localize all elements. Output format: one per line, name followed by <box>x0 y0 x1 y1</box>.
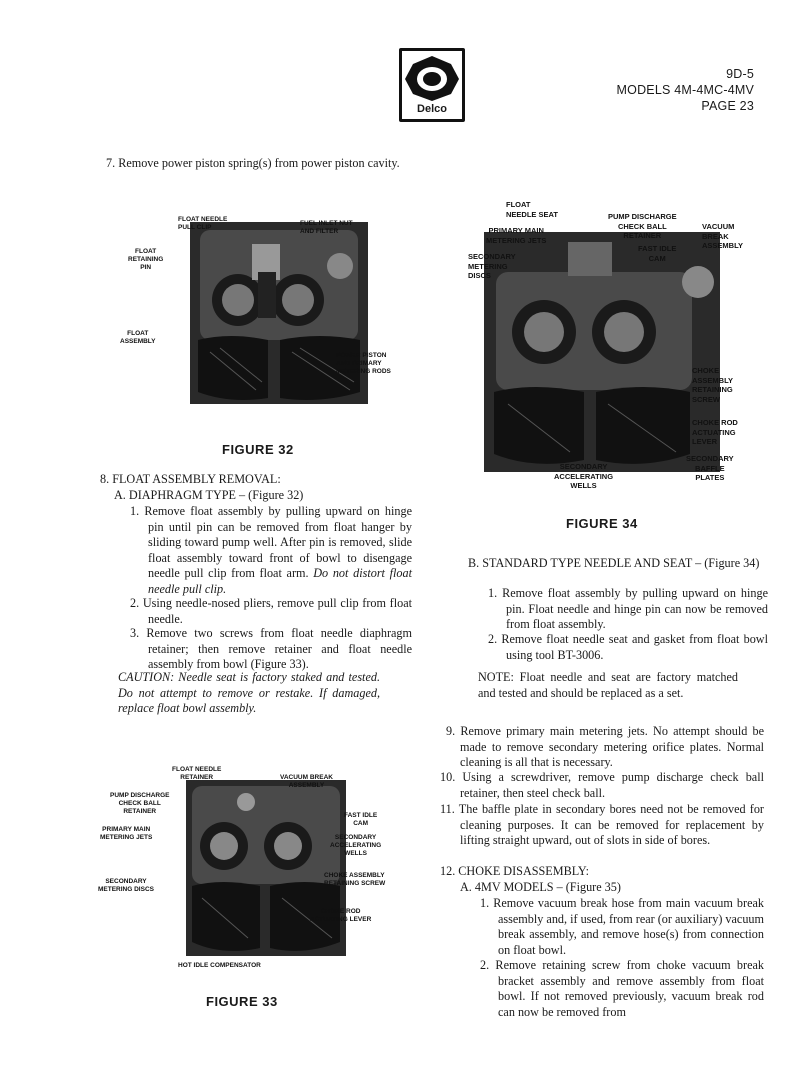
figure-33-title: FIGURE 33 <box>206 994 278 1009</box>
fig34-label-fast-idle: FAST IDLE CAM <box>638 244 677 263</box>
step-8-sub-a: A. DIAPHRAGM TYPE – (Figure 32) <box>114 488 304 502</box>
step-8-item-3: 3. Remove two screws from float needle diaphragm retainer; then remove retainer and float needle assembly from bowl (Figure 33). <box>130 626 412 671</box>
step-8-item-1-italic: Do not distort float needle pull clip. <box>148 566 412 596</box>
fig34-label-choke-screw: CHOKE ASSEMBLY RETAINING SCREW <box>692 366 733 404</box>
fig33-label-needle-retainer: FLOAT NEEDLE RETAINER <box>172 766 222 781</box>
step-b-item-1: 1. Remove float assembly by pulling upward on hinge pin. Float needle and hinge pin can now be removed from float assembly. <box>488 586 768 631</box>
fig34-label-choke-rod: CHOKE ROD ACTUATING LEVER <box>692 418 738 446</box>
fig33-label-vacuum-break: VACUUM BREAK ASSEMBLY <box>280 774 333 789</box>
models-label: MODELS 4M-4MC-4MV <box>616 83 754 97</box>
fig33-label-pump-discharge: PUMP DISCHARGE CHECK BALL RETAINER <box>110 792 170 815</box>
fig32-label-float-assembly: FLOAT ASSEMBLY <box>120 330 156 345</box>
step-8-heading: 8. FLOAT ASSEMBLY REMOVAL: <box>100 472 281 486</box>
figure-32-title: FIGURE 32 <box>222 442 294 457</box>
fig32-label-retaining-pin: FLOAT RETAINING PIN <box>128 248 164 271</box>
fig32-label-pull-clip: FLOAT NEEDLE PULL CLIP <box>178 216 228 231</box>
fig33-label-primary-jets: PRIMARY MAIN METERING JETS <box>100 826 153 841</box>
figure-33-photo <box>186 780 346 956</box>
step-8-item-2: 2. Using needle-nosed pliers, remove pull clip from float needle. <box>130 596 412 626</box>
fig34-label-vacuum-break: VACUUM BREAK ASSEMBLY <box>702 222 743 250</box>
step-b-heading: B. STANDARD TYPE NEEDLE AND SEAT – (Figure 34) <box>468 556 760 570</box>
step-8-item-1: 1. Remove float assembly by pulling upward on hinge pin until pin can be removed from float hanger by sliding toward pump well. After pin is removed, slide float assembly toward front of bowl to disengage needle pull clip from float arm. Do not distort float needle pull clip. <box>130 504 412 596</box>
step-10: 10. Using a screwdriver, remove pump discharge check ball retainer, then steel check ball. <box>440 770 764 800</box>
step-12-item-2: 2. Remove retaining screw from choke vacuum break bracket assembly and remove assembly from float bowl. If not removed previously, vacuum break rod can now be removed from <box>480 958 764 1019</box>
fig34-label-baffle-plates: SECONDARY BAFFLE PLATES <box>686 454 734 482</box>
step-9: 9. Remove primary main metering jets. No attempt should be made to remove secondary metering orifice plates. Normal cleaning is all that is necessary. <box>446 724 764 769</box>
delco-logo <box>399 48 465 122</box>
step-12-item-1: 1. Remove vacuum break hose from main vacuum break assembly and, if used, from rear (or auxiliary) vacuum break assembly, and remove hose(s) from connection on float bowl. <box>480 896 765 957</box>
step-b-item-2: 2. Remove float needle seat and gasket from float bowl using tool BT-3006. <box>488 632 768 662</box>
step-7: 7. Remove power piston spring(s) from power piston cavity. <box>106 156 400 170</box>
step-12-heading: 12. CHOKE DISASSEMBLY: <box>440 864 590 878</box>
fig33-label-choke-rod: CHOKE ROD ACTUATING LEVER <box>310 908 372 923</box>
step-b-note: NOTE: Float needle and seat are factory matched and tested and should be replaced as a set. <box>478 670 738 700</box>
fig33-label-choke-screw: CHOKE ASSEMBLY RETAINING SCREW <box>324 872 386 887</box>
step-11: 11. The baffle plate in secondary bores need not be removed for cleaning purposes. It can be removed for replacement by lifting straight upward, out of slots in side of bores. <box>440 802 764 847</box>
figure-34-photo <box>484 232 720 472</box>
fig32-label-power-piston: POWER PISTON AND PRIMARY METERING RODS <box>336 352 391 375</box>
figure-34-title: FIGURE 34 <box>566 516 638 531</box>
fig34-label-secondary-wells: SECONDARY ACCELERATING WELLS <box>554 462 614 490</box>
fig33-label-hot-idle: HOT IDLE COMPENSATOR <box>178 962 261 969</box>
step-12-sub-a: A. 4MV MODELS – (Figure 35) <box>460 880 621 894</box>
fig32-label-fuel-inlet: FUEL INLET NUT AND FILTER <box>300 220 353 235</box>
logo-text: Delco <box>417 103 447 115</box>
fig34-label-pump-discharge: PUMP DISCHARGE CHECK BALL RETAINER <box>608 212 677 240</box>
fig34-label-needle-seat: FLOAT NEEDLE SEAT <box>506 200 558 219</box>
fig33-label-secondary-discs: SECONDARY METERING DISCS <box>98 878 154 893</box>
section-number: 9D-5 <box>726 67 754 81</box>
page-number: PAGE 23 <box>701 99 754 113</box>
fig33-label-secondary-wells: SECONDARY ACCELERATING WELLS <box>330 834 382 857</box>
fig34-label-secondary-discs: SECONDARY METERING DISCS <box>468 252 516 280</box>
step-8-caution: CAUTION: Needle seat is factory staked and tested. Do not attempt to remove or restake. If damaged, replace float bowl assembly. <box>118 670 380 715</box>
fig33-label-fast-idle: FAST IDLE CAM <box>344 812 378 827</box>
fig34-label-primary-jets: PRIMARY MAIN METERING JETS <box>486 226 547 245</box>
figure-32-photo <box>190 222 368 404</box>
